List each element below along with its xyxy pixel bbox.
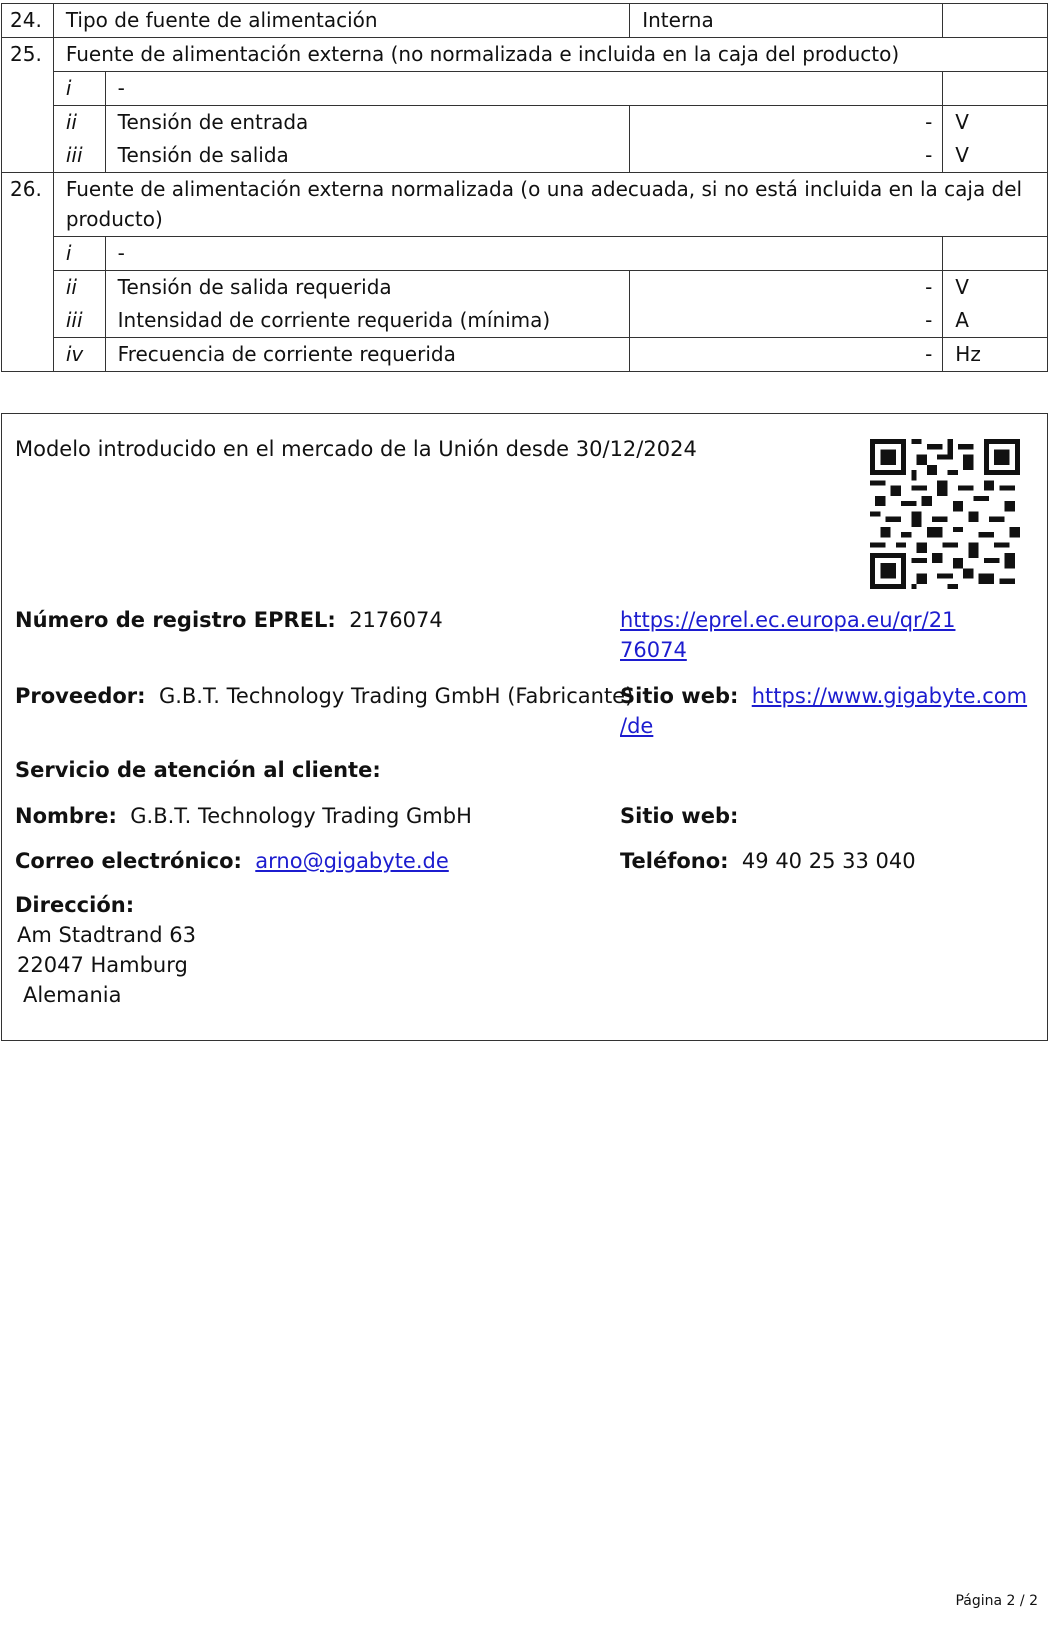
eprel-registration [15,605,443,635]
sub-label: Tensión de salida requerida [105,271,630,305]
email-link[interactable]: arno@gigabyte.de [255,849,449,873]
sub-value: - [630,106,943,140]
sub-label: Frecuencia de corriente requerida [105,338,630,372]
sub-roman: i [53,237,105,271]
row-number: 25. [2,38,54,72]
service-phone [620,846,916,876]
website-link-line2[interactable]: /de [620,714,654,738]
sub-label: Tensión de entrada [105,106,630,140]
supplier [15,681,633,711]
sub-roman: iii [53,304,105,338]
name-value: G.B.T. Technology Trading GmbH [130,804,472,828]
page-number: Página 2 / 2 [955,1593,1038,1609]
table-subrow [2,271,1048,305]
email-label: Correo electrónico: [15,849,242,873]
sub-roman: iii [53,139,105,173]
sub-label: Intensidad de corriente requerida (mínima) [105,304,630,338]
sub-label: - [105,237,943,271]
service-website-label: Sitio web: [620,804,739,828]
sub-label: Tensión de salida [105,139,630,173]
table-subrow [2,237,1048,271]
address-label: Dirección: [15,893,135,917]
sub-value: - [630,139,943,173]
qr-code-icon [870,439,1020,589]
sub-value: - [630,304,943,338]
eprel-label: Número de registro EPREL: [15,608,336,632]
table-row-25 [2,38,1048,72]
eprel-number: 2176074 [349,608,443,632]
sub-unit: A [943,304,1048,338]
customer-service-heading: Servicio de atención al cliente: [15,758,381,782]
supplier-label: Proveedor: [15,684,146,708]
table-subrow [2,304,1048,338]
phone-label: Teléfono: [620,849,729,873]
table-subrow [2,72,1048,106]
table-row-24 [2,4,1048,38]
website-link-line1[interactable]: https://www.gigabyte.com [751,684,1028,708]
phone-value: 49 40 25 33 040 [741,849,916,873]
supplier-website [620,681,1027,741]
sub-value: - [630,338,943,372]
market-date-text: Modelo introducido en el mercado de la Unión desde 30/12/2024 [15,437,697,461]
table-subrow [2,139,1048,173]
eprel-link-line2[interactable]: 76074 [620,638,687,662]
sub-unit: V [943,139,1048,173]
sub-roman: ii [53,271,105,305]
row-number: 24. [2,4,54,38]
eprel-link[interactable] [620,605,955,665]
sub-roman: ii [53,106,105,140]
table-subrow [2,338,1048,372]
table-row-26 [2,173,1048,237]
address-line-2: 22047 Hamburg [17,953,188,977]
eprel-link-line1[interactable]: https://eprel.ec.europa.eu/qr/21 [620,608,956,632]
service-name [15,801,472,831]
sub-roman: i [53,72,105,106]
sub-unit: V [943,271,1048,305]
row-value: Interna [630,4,943,38]
sub-unit: V [943,106,1048,140]
website-label: Sitio web: [620,684,739,708]
address-line-1: Am Stadtrand 63 [17,923,197,947]
supplier-value: G.B.T. Technology Trading GmbH (Fabricante) [158,684,634,708]
sub-roman: iv [53,338,105,372]
sub-label: - [105,72,943,106]
sub-value: - [630,271,943,305]
name-label: Nombre: [15,804,117,828]
address-line-3: Alemania [23,983,122,1007]
row-label: Fuente de alimentación externa (no normalizada e incluida en la caja del producto) [53,38,1047,72]
table-subrow [2,106,1048,140]
row-number: 26. [2,173,54,237]
row-label: Fuente de alimentación externa normalizada (o una adecuada, si no está incluida en la caja del producto) [53,173,1047,237]
service-email [15,846,449,876]
spec-table [1,3,1048,372]
row-unit [943,4,1048,38]
eprel-info-box [1,413,1048,1041]
sub-unit: Hz [943,338,1048,372]
row-label: Tipo de fuente de alimentación [53,4,629,38]
